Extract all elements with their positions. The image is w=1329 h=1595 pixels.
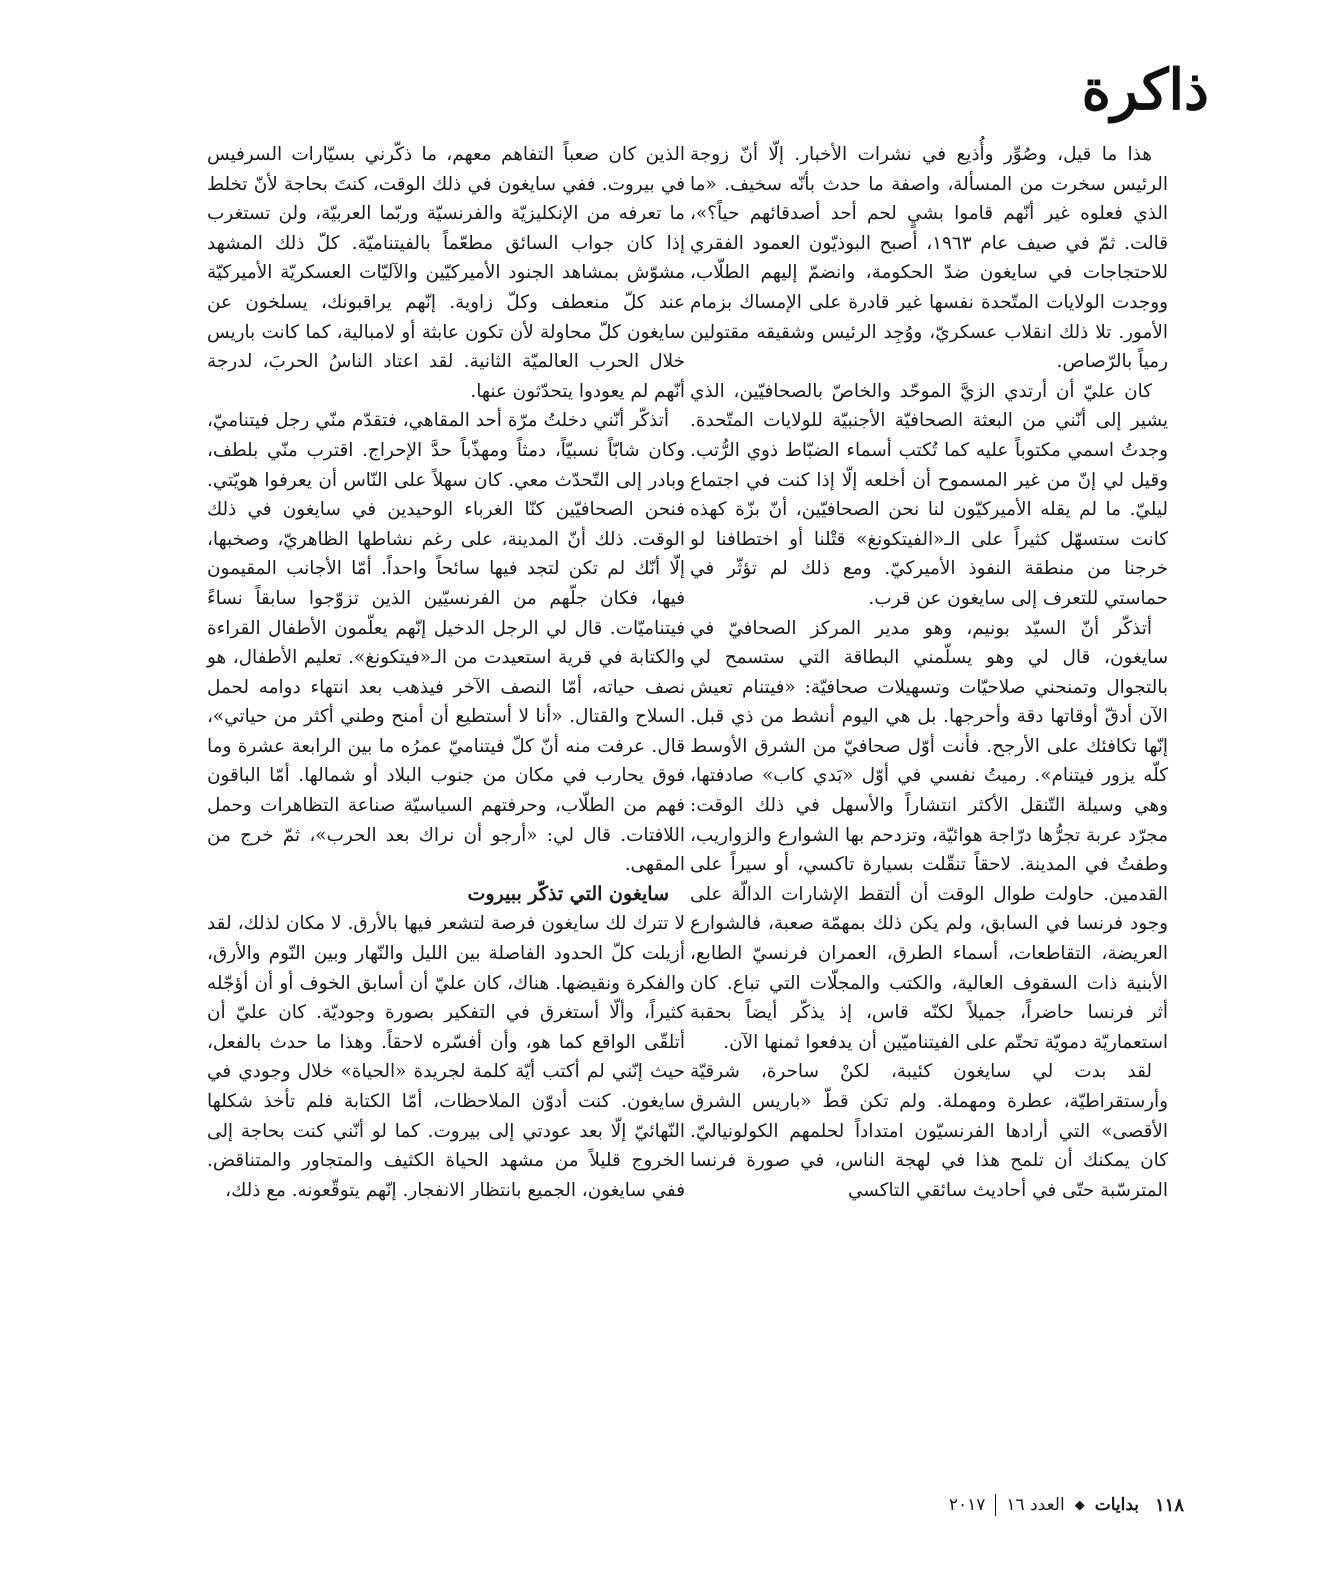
issue-number: العدد ١٦ <box>1006 1495 1065 1515</box>
paragraph: أتذكّر أنّ السيّد بونيم، وهو مدير المركز الصحافيّ في سايغون، قال لي وهو يسلّمني البطاقة التي ستسمح لي بالتجوال وتمنحني صلاحيّات وتسهيلات صحافيّة: «فيتنام تعيش الآن أدقّ أوقاتها دقة وأحرجها. بل هي اليوم أنشط من ذي قبل. إنّها تكافئك على الأرجح. فأنت أوّل صحافيّ من الشرق الأوسط كلّه يزور فيتنام». رميتُ نفسي في أوّل «بَدي كاب» صادفتها، وهي وسيلة التّنقل الأكثر انتشاراً والأسهل في ذلك الوقت: مجرّد عربة تجرُّها درّاجة هوائيّة، وتزدحم بها الشوارع والزواريب، وطفتُ في المدينة. لاحقاً تنقّلت بسيارة تاكسي، أو سيراً على القدمين. حاولت طوال الوقت أن ألتقط الإشارات الدالّة على وجود فرنسا في السابق، ولم يكن ذلك بمهمّة صعبة، فالشوارع العريضة، التقاطعات، أسماء الطرق، العمران فرنسيّ الطابع، الأبنية ذات السقوف العالية، والكتب والمجلّات التي تباع. كان أثر فرنسا حاضراً، جميلاً لكنّه قاس، إذ يذكّر أيضاً بحقبة استعماريّة دمويّة تحتّم على الفيتناميّين أن يدفعوا ثمنها الآن. <box>690 617 1168 1053</box>
diamond-icon: ◆ <box>1074 1497 1085 1513</box>
magazine-name: بدايات <box>1094 1495 1139 1515</box>
paragraph: هذا ما قيل، وصُوِّر وأُذيع في نشرات الأخبار. إلّا أنّ زوجة الرئيس سخرت من المسألة، واصفة ما حدث بأنّه سخيف. «ما الذي فعلوه غير أنّهم قاموا بشيٍ لحم أحد أصدقائهم حياً؟»، قالت. ثمّ في صيف عام ١٩٦٣، أصبح البوذيّون العمود الفقري للاحتجاجات في سايغون ضدّ الحكومة، وانضمّ إليهم الطلّاب، ووجدت الولايات المتّحدة نفسها غير قادرة على الإمساك بزمام الأمور. تلا ذلك انقلاب عسكريّ، ووُجِد الرئيس وشقيقه مقتولين رمياً بالرّصاص. <box>690 144 1168 373</box>
paragraph: كان عليّ أن أرتدي الزيَّ الموحّد والخاصّ بالصحافيّين، الذي يشير إلى أنّني من البعثة الصحافيّة الأجنبيّة للولايات المتّحدة. وجدتُ اسمي مكتوباً عليه كما تُكتب أسماء الضبّاط ذوي الرُّتب. وقيل لي إنّ من غير المسموح أن أخلعه إلّا إذا كنت في اجتماع ليليّ. ما لم يقله الأميركيّون لنا نحن الصحافيّين، أنّ بزّة كهذه كانت ستسهّل كثيراً على الـ«الفيتكونغ» قتْلنا أو اختطافنا لو خرجنا من منطقة النفوذ الأميركيّ. ومع ذلك لم تؤثّر في حماستي للتعرف إلى سايغون عن قرب. <box>690 380 1168 609</box>
right-column <box>690 140 1168 1205</box>
paragraph: الذين كان صعباً التفاهم معهم، ما ذكّرني بسيّارات السرفيس في بيروت. ففي سايغون في ذلك الوقت، كنتَ بحاجة لأنّ تخلط ما تعرفه من الإنكليزيّة والفرنسيّة وربّما العربيّة، ولن تستغرب إذا كان جواب السائق مطعّماً بالفيتناميّة. كلّ ذلك المشهد مشوّش بمشاهد الجنود الأميركيّين والآليّات العسكريّة الأميركيّة عند كلّ منعطف وكلّ زاوية. إنّهم يراقبونك، يسلخون عن سايغون كلّ محاولة لأن تكون عابثة أو لامبالية، كما كانت باريس خلال الحرب العالميّة الثانية. لقد اعتاد الناسُ الحربَ، لدرجة أنّهم لم يعودوا يتحدّثون عنها. <box>207 144 685 402</box>
paragraph: لقد بدت لي سايغون كئيبة، لكنْ ساحرة، شرقيّة وأرستقراطيّة، عطرة ومهملة. ولم تكن قطّ «باريس الشرق الأقصى» التي أرادها الفرنسيّون امتداداً لحلمهم الكولونياليّ. كان يمكنك أن تلمح هذا في لهجة الناس، في صورة فرنسا المترسّبة حتّى في أحاديث سائقي التاكسي <box>690 1061 1168 1201</box>
page-number: ١١٨ <box>1154 1494 1184 1516</box>
year: ٢٠١٧ <box>948 1495 986 1515</box>
divider <box>995 1494 996 1516</box>
section-title: ذاكرة <box>1081 57 1209 123</box>
left-column <box>207 140 685 1205</box>
subheading: سايغون التي تذكّر ببيروت <box>467 882 669 905</box>
paragraph: لا تترك لك سايغون فرصة لتشعر فيها بالأرق. لا مكان لذلك، لقد أزيلت كلّ الحدود الفاصلة بين الليل والنّهار وبين النّوم والأرق، والفكرة ونقيضها. هناك، كان عليّ أن أسابق الخوف أو أن أؤجّله كثيراً، وألّا أستغرق في التفكير بصورة وجوديّة. كان عليّ أن أتلقّى الواقع كما هو، وأن أفسّره لاحقاً. وهذا ما حدث بالفعل، حيث إنّني لم أكتب أيّة كلمة لجريدة «الحياة» خلال وجودي في سايغون. كنت أدوّن الملاحظات، أمّا الكتابة فلم تأخذ شكلها النّهائيّ إلّا بعد عودتي إلى بيروت. كما لو أنّني كنت بحاجة إلى الخروج قليلاً من مشهد الحياة الكثيف والمتجاور والمتناقض. ففي سايغون، الجميع بانتظار الانفجار. إنّهم يتوقّعونه. مع ذلك، <box>207 913 685 1201</box>
page-footer <box>949 1494 1184 1516</box>
paragraph: أتذكّر أنّني دخلتُ مرّة أحد المقاهي، فتقدّم منّي رجل فيتناميّ، وكان شابّاً نسبيّاً، دمثاً ومهذّباً حدَّ الإحراج. اقترب منّي بلطف، وبادر إلى التّحدّث معي. كان سهلاً على النّاس أن يعرفوا هويّتي. فنحن الصحافيّين كنّا الغرباء الوحيدين في سايغون في ذلك الوقت. ذلك أنّ المدينة، على رغم نشاطها الظاهريّ، وصخبها، إلّا أنّك لم تكن لتجد فيها سائحاً واحداً. أمّا الأجانب المقيمون فيها، فكان جلّهم من الفرنسيّين الذين تزوّجوا سابقاً نساءً فيتناميّات. قال لي الرجل الدخيل إنّهم يعلّمون الأطفال القراءة والكتابة في قرية استعيدت من الـ«فيتكونغ». تعليم الأطفال، هو نصف حياته، أمّا النصف الآخر فيذهب بعد انتهاء دوامه لحمل السلاح والقتال. «أنا لا أستطيع أن أمنح وطني أكثر من حياتي»، قال. عرفت منه أنّ كلّ فيتناميّ عمرُه ما بين الرابعة عشرة وما فوق يحارب في مكان من جنوب البلاد أو شمالها. أمّا الباقون فهم من الطلّاب، وحرفتهم السياسيّة صناعة التظاهرات وحمل اللافتات. قال لي: «أرجو أن نراك بعد الحرب»، ثمّ خرج من المقهى. <box>207 410 685 876</box>
